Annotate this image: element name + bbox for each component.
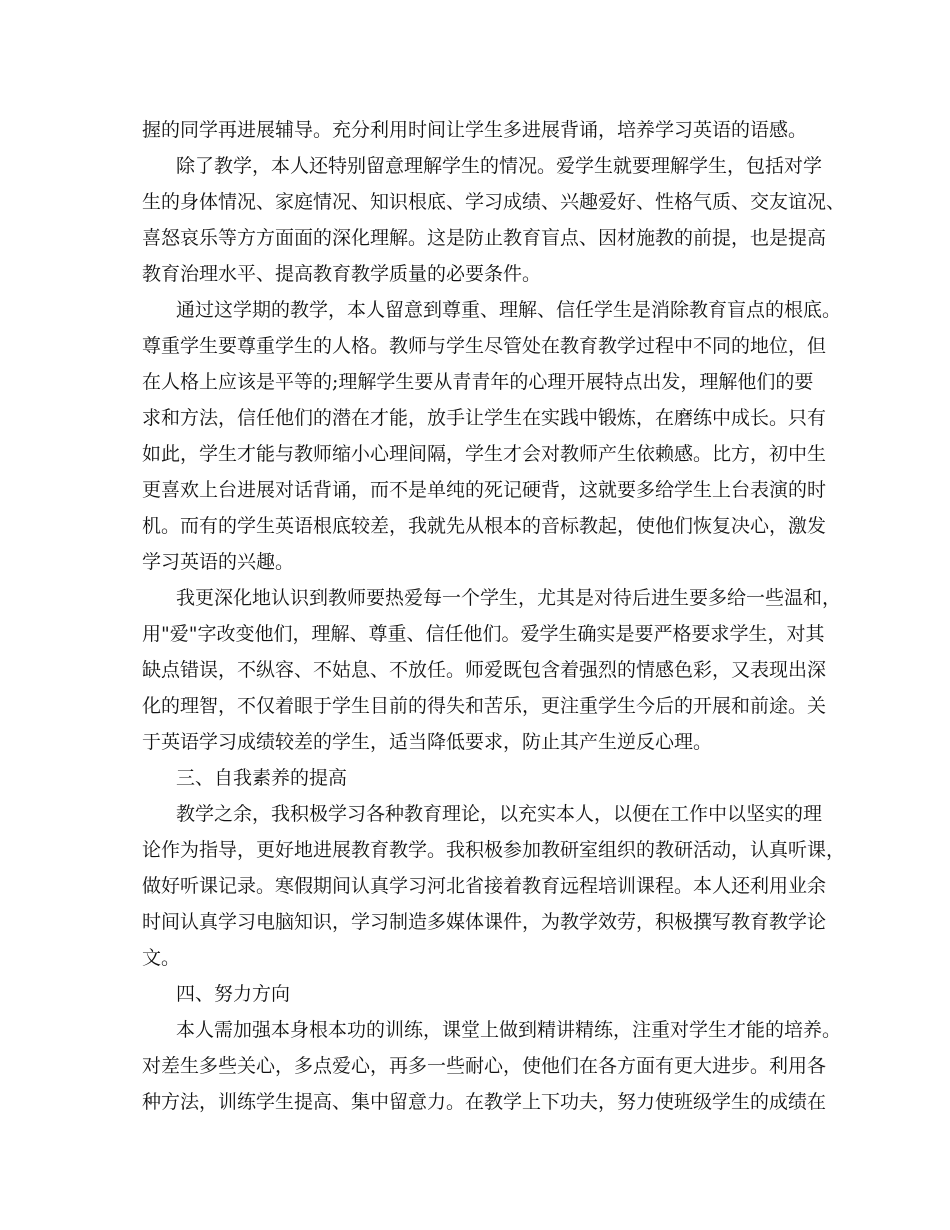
text-line: [0, 796, 950, 832]
text-line-content: 文。: [142, 947, 181, 969]
text-line-content: 生的身体情况、家庭情况、知识根底、学习成绩、兴趣爱好、性格气质、交友谊况、: [142, 191, 846, 213]
text-line: [0, 652, 950, 688]
text-line-content: 缺点错误，不纵容、不姑息、不放任。师爱既包含着强烈的情感色彩，又表现出深: [142, 659, 827, 681]
text-line-content: 我更深化地认识到教师要热爱每一个学生，尤其是对待后进生要多给一些温和，: [176, 587, 842, 609]
text-line-content: 教育治理水平、提高教育教学质量的必要条件。: [142, 263, 542, 285]
text-line-content: 时间认真学习电脑知识，学习制造多媒体课件，为教学效劳，积极撰写教育教学论: [142, 911, 827, 933]
text-line-content: 机。而有的学生英语根底较差，我就先从根本的音标教起，使他们恢复决心，激发: [142, 515, 827, 537]
text-line: [0, 1048, 950, 1084]
text-line: [0, 688, 950, 724]
text-line-content: 化的理智，不仅着眼于学生目前的得失和苦乐，更注重学生今后的开展和前途。关: [142, 695, 827, 717]
text-line-content: 尊重学生要尊重学生的人格。教师与学生尽管处在教育教学过程中不同的地位，但: [142, 335, 827, 357]
text-line: [0, 436, 950, 472]
text-line: [0, 868, 950, 904]
text-line: [0, 472, 950, 508]
section-heading: [0, 760, 950, 796]
text-line-content: 除了教学，本人还特别留意理解学生的情况。爱学生就要理解学生，包括对学: [176, 155, 823, 177]
text-line-content: 用"爱"字改变他们，理解、尊重、信任他们。爱学生确实是要严格要求学生，对其: [142, 623, 825, 645]
text-line-content: 通过这学期的教学，本人留意到尊重、理解、信任学生是消除教育盲点的根底。: [176, 299, 842, 321]
text-line: [0, 148, 950, 184]
text-line: [0, 508, 950, 544]
text-line: [0, 1012, 950, 1048]
section-heading: [0, 976, 950, 1012]
text-line-content: 教学之余，我积极学习各种教育理论，以充实本人，以便在工作中以坚实的理: [176, 803, 823, 825]
text-line: [0, 724, 950, 760]
text-line-content: 如此，学生才能与教师缩小心理间隔，学生才会对教师产生依赖感。比方，初中生: [142, 443, 827, 465]
text-line: [0, 832, 950, 868]
text-line-content: 种方法，训练学生提高、集中留意力。在教学上下功夫，努力使班级学生的成绩在: [142, 1091, 827, 1113]
text-line: [0, 940, 950, 976]
text-line-content: 本人需加强本身根本功的训练，课堂上做到精讲精练，注重对学生才能的培养。: [176, 1019, 842, 1041]
text-line: [0, 1084, 950, 1120]
text-line-content: 做好听课记录。寒假期间认真学习河北省接着教育远程培训课程。本人还利用业余: [142, 875, 827, 897]
text-line-content: 学习英语的兴趣。: [142, 551, 295, 573]
text-line-content: 对差生多些关心，多点爱心，再多一些耐心，使他们在各方面有更大进步。利用各: [142, 1055, 827, 1077]
text-line: [0, 904, 950, 940]
text-line: [0, 364, 950, 400]
text-line-content: 于英语学习成绩较差的学生，适当降低要求，防止其产生逆反心理。: [142, 731, 713, 753]
section-heading-text: 四、努力方向: [176, 983, 291, 1005]
text-line: [0, 400, 950, 436]
section-heading-text: 三、自我素养的提高: [176, 767, 348, 789]
text-line-content: 论作为指导，更好地进展教育教学。我积极参加教研室组织的教研活动，认真听课，: [142, 839, 846, 861]
text-line: [0, 616, 950, 652]
text-line-content: 握的同学再进展辅导。充分利用时间让学生多进展背诵，培养学习英语的语感。: [142, 119, 808, 141]
text-line: [0, 580, 950, 616]
text-line: [0, 256, 950, 292]
text-line: [0, 544, 950, 580]
text-line-content: 喜怒哀乐等方方面面的深化理解。这是防止教育盲点、因材施教的前提，也是提高: [142, 227, 827, 249]
text-line: [0, 328, 950, 364]
text-line-content: 更喜欢上台进展对话背诵，而不是单纯的死记硬背，这就要多给学生上台表演的时: [142, 479, 827, 501]
text-line: [0, 292, 950, 328]
text-line: [0, 112, 950, 148]
text-line: [0, 184, 950, 220]
text-line-content: 求和方法，信任他们的潜在才能，放手让学生在实践中锻炼，在磨练中成长。只有: [142, 407, 827, 429]
text-line-content: 在人格上应该是平等的;理解学生要从青青年的心理开展特点出发，理解他们的要: [142, 371, 814, 393]
text-line: [0, 220, 950, 256]
